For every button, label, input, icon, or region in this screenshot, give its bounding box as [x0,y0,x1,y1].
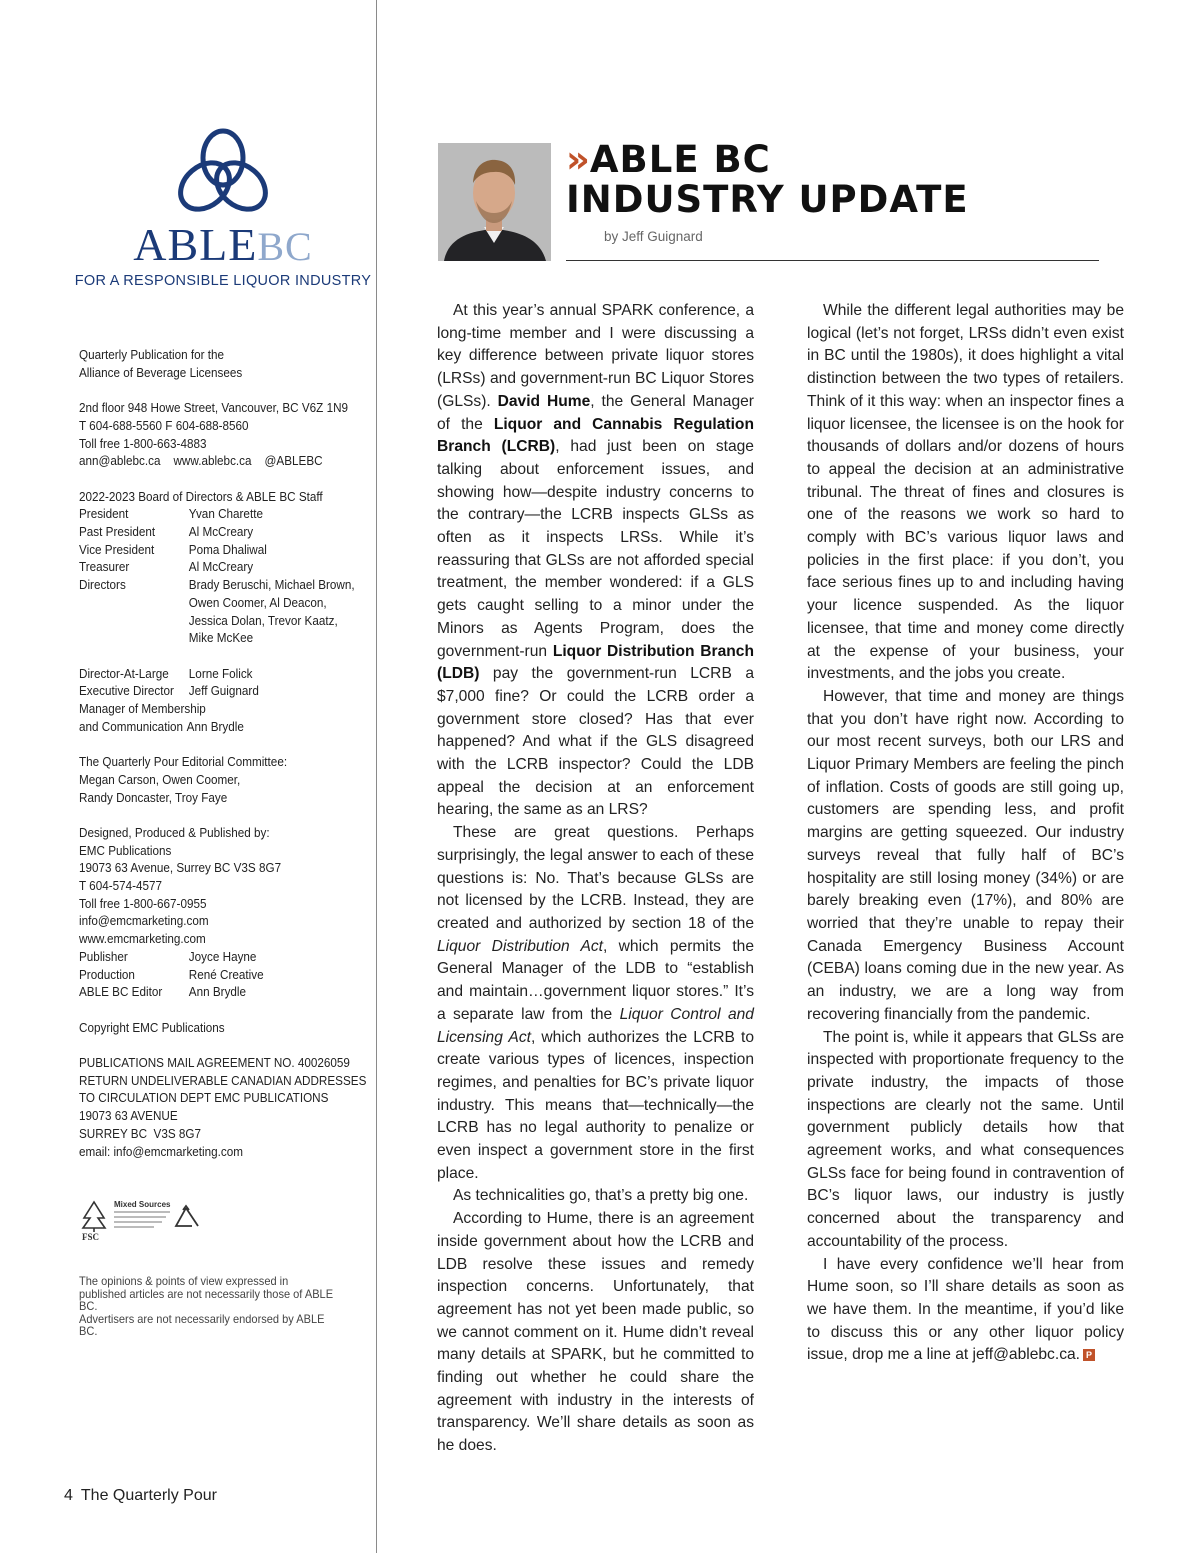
page-number: 4 [64,1487,73,1504]
committee-members: Megan Carson, Owen Coomer, [79,771,241,787]
svg-text:FSC: FSC [82,1232,100,1242]
producer-phone: T 604-574-4577 [79,878,163,894]
address: 2nd floor 948 Howe Street, Vancouver, BC V6Z 1N9 [79,400,349,416]
staff-row: Manager of Membership [79,701,206,717]
copyright: Copyright EMC Publications [79,1019,225,1035]
board-row: Jessica Dolan, Trevor Kaatz, [188,612,338,628]
article-column-1 [437,300,754,1458]
paragraph: I have every confidence we’ll hear from Hume soon, so I’ll share details as soon as we have them. In the meantime, if you’d like to discuss this or any other liquor policy issue, drop me a line at jeff@ablebc.ca. P [807,1255,1124,1364]
header-rule [566,260,1099,261]
svg-text:Mixed Sources: Mixed Sources [114,1200,171,1209]
paragraph: According to Hume, there is an agreement inside government about how the LCRB and LDB resolve these issues and remedy inspection concerns. Unfortunately, that agreement has not yet been made public, so we cannot comment on it. Hume didn’t reveal many details at SPARK, but he committed to finding out whether he could share the agreement with industry in the interests of transparency. We’ll share details as soon as he does. [437,1210,754,1455]
committee-title: The Quarterly Pour Editorial Committee: [79,754,288,770]
board-row: Directors Brady Beruschi, Michael Brown, [79,577,355,593]
author-photo [438,143,551,261]
disclaimer-line: published articles are not necessarily those of ABLE BC. [79,1286,334,1313]
board-row: Mike McKee [188,630,254,646]
mail-line: TO CIRCULATION DEPT EMC PUBLICATIONS [79,1090,329,1106]
paragraph: At this year’s annual SPARK conference, a long-time member and I were discussing a key difference between private liquor stores (LRSs) and government-run BC Liquor Stores (GLSs). David Hume, the General Manager of the Liquor and Cannabis Regulation Branch (LCRB), had just been on stage talking about enforcement issues, and showing how—despite industry concerns to the contrary—the LCRB inspects GLSs as often as it inspects LRSs. While it’s reassuring that GLSs are not afforded special treatment, the member wondered: if a GLS gets caught selling to a minor under the Minors as Agents Program, does the government-run Liquor Distribution Branch (LDB) pay the government-run LCRB a $7,000 fine? Or could the LCRB order a government store closed? Has that ever happened? And what if the GLS disagreed with the LCRB inspector? Could the LDB appeal the decision at an enforcement hearing, the same as an LRS? [437,302,754,819]
publication-line: Quarterly Publication for the [79,347,225,362]
producer-title: Designed, Produced & Published by: [79,824,270,840]
masthead [79,346,367,1160]
credit-row: Production René Creative [79,966,264,982]
able-bc-logo [72,128,374,293]
fsc-tree-icon [83,1202,105,1232]
phone-numbers: T 604-688-5560 F 604-688-8560 [79,417,249,433]
board-row: Past President Al McCreary [79,524,254,539]
article-headline [566,140,969,220]
paragraph: While the different legal authorities may be logical (let’s not forget, LRSs didn’t even exist in BC until the 1980s), it does highlight a vital distinction between the two types of retailers. Think of it this way: when an inspector fines a liquor licensee, the licensee is on the hook for thousands of dollars and/or dozens of hours to appeal the decision at an administrative tribunal. The threat of fines and closures is one of the reasons we work so hard to comply with BC’s various liquor laws and policies in the first place: if you don’t, you face serious fines up to and including having your licence suspended. As the liquor licensee, that time and money come directly at the expense of your business, your investments, and the jobs you create. [807,302,1124,683]
disclaimer-line: The opinions & points of view expressed in [79,1274,289,1288]
committee-members: Randy Doncaster, Troy Faye [79,789,228,805]
board-row: Treasurer Al McCreary [79,559,254,575]
mail-line: 19073 63 AVENUE [79,1108,178,1124]
producer-tollfree: Toll free 1-800-667-0955 [79,895,207,911]
producer-web: www.emcmarketing.com [79,931,206,947]
toll-free: Toll free 1-800-663-4883 [79,435,207,451]
end-of-article-icon: P [1083,1349,1095,1361]
producer-address: 19073 63 Avenue, Surrey BC V3S 8G7 [79,860,282,876]
publication-line: Alliance of Beverage Licensees [79,364,243,380]
credit-row: ABLE BC Editor Ann Brydle [79,984,247,1000]
disclaimer-line: Advertisers are not necessarily endorsed by ABLE BC. [79,1311,325,1338]
board-title: 2022-2023 Board of Directors & ABLE BC Staff [79,488,323,504]
producer-email: info@emcmarketing.com [79,913,209,929]
publication-name: The Quarterly Pour [80,1487,217,1504]
paragraph: These are great questions. Perhaps surprisingly, the legal answer to each of these questions is: No. That’s because GLSs are not licensed by the LCRB. Instead, they are created and authorized by section 18 of the Liquor Distribution Act, which permits the General Manager of the LDB to “establish and maintain…government liquor stores.” It’s a separate law from the Liquor Control and Licensing Act, which authorizes the LCRB to create various types of licences, inspection regimes, and penalties for BC’s private liquor industry. This means that—technically—the LCRB has no legal authority to penalize or even inspect a government store in the first place. [437,824,755,1182]
board-row: President Yvan Charette [79,506,263,522]
paragraph: As technicalities go, that’s a pretty big one. [453,1187,749,1205]
staff-row: Director-At-Large Lorne Folick [79,665,253,681]
credit-row: Publisher Joyce Hayne [79,948,257,964]
paragraph: The point is, while it appears that GLSs are inspected with proportionate frequency to the private industry, the impacts of those inspections are clearly not the same. Until government publicly details how that agreement works, and what consequences GLSs face for being found in contravention of BC’s liquor laws, our industry is justly concerned about the transparency and accountability of the process. [807,1028,1124,1250]
mail-line: email: info@emcmarketing.com [79,1143,244,1159]
chevron-icon: » [566,138,586,181]
page-folio [64,1487,217,1505]
logo-tagline: FOR A RESPONSIBLE LIQUOR INDUSTRY [74,273,372,289]
fsc-mixed-sources-logo [80,1198,210,1242]
mail-line: PUBLICATIONS MAIL AGREEMENT NO. 40026059 [79,1055,350,1071]
column-divider [376,0,377,1553]
staff-row: and Communication Ann Brydle [79,718,244,734]
byline: by Jeff Guignard [604,229,703,244]
contact-line: ann@ablebc.ca www.ablebc.ca @ABLEBC [79,453,323,469]
staff-row: Executive Director Jeff Guignard [79,683,259,699]
paragraph: However, that time and money are things that you don’t have right now. According to our most recent surveys, both our LRS and Liquor Primary Members are feeling the pinch of inflation. Costs of goods are still going up, customers are spending less, and profit margins are getting squeezed. Our industry surveys reveal that fully half of BC’s hospitality are still losing money (34%) or are barely breaking even (17%), and 80% are worried that they’re unable to repay their Canada Emergency Business Account (CEBA) loans coming due in the new year. As an industry, we are a long way from recovering financially from the pandemic. [807,687,1124,1023]
headline-line: INDUSTRY UPDATE [566,178,969,221]
logo-wordmark: ABLEBC [133,219,313,270]
disclaimer [79,1275,346,1338]
mail-line: RETURN UNDELIVERABLE CANADIAN ADDRESSES [79,1072,367,1088]
producer-name: EMC Publications [79,842,172,858]
triquetra-icon [175,128,271,216]
headline-line: ABLE BC [589,138,771,181]
board-row: Vice President Poma Dhaliwal [79,541,267,557]
recycle-icon [176,1206,198,1226]
article-column-2 [807,300,1124,1367]
board-row: Owen Coomer, Al Deacon, [188,594,327,610]
mail-line: SURREY BC V3S 8G7 [79,1125,202,1141]
